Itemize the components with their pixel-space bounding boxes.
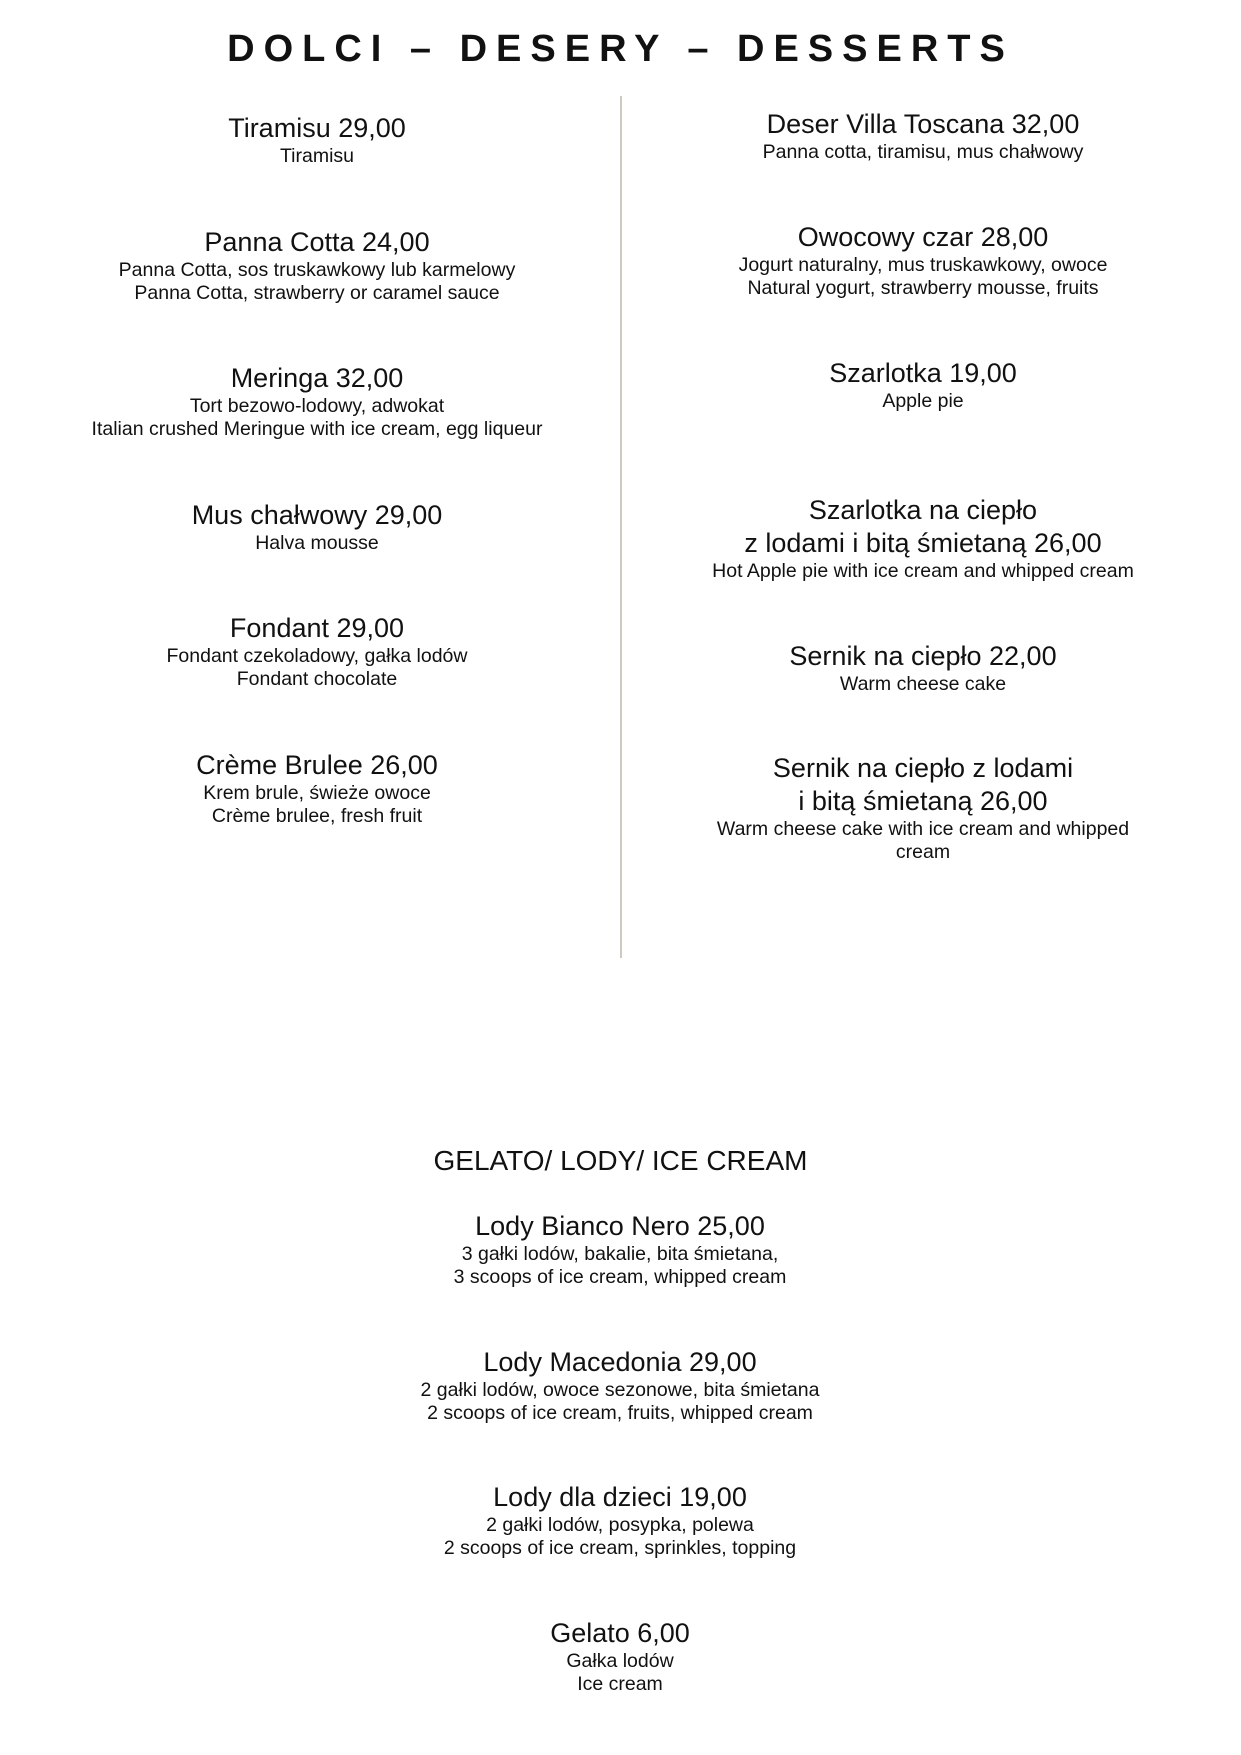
item-desc: Panna Cotta, sos truskawkowy lub karmelowy (118, 259, 516, 281)
menu-item-szarlotka-na-cieplo (622, 494, 1224, 583)
menu-item-szarlotka (622, 357, 1224, 413)
item-name: Deser Villa Toscana 32,00 (766, 109, 1080, 139)
item-desc: Jogurt naturalny, mus truskawkowy, owoce (738, 254, 1108, 276)
item-name: Sernik na ciepło z lodami i bitą śmietaną 26,00 (772, 753, 1074, 816)
item-desc: 3 scoops of ice cream, whipped cream (453, 1266, 787, 1288)
item-desc: 2 scoops of ice cream, fruits, whipped cream (427, 1402, 813, 1424)
item-desc: Gałka lodów (566, 1650, 674, 1672)
item-desc: Fondant chocolate (236, 668, 398, 690)
item-desc: Ice cream (577, 1673, 663, 1695)
menu-item-lody-macedonia (320, 1346, 920, 1425)
item-desc: Apple pie (882, 390, 964, 412)
menu-item-meringa (17, 362, 617, 441)
menu-item-deser-villa-toscana (622, 108, 1224, 164)
item-desc: Warm cheese cake (839, 673, 1007, 695)
item-name: Owocowy czar 28,00 (797, 222, 1049, 252)
item-name: Lody Bianco Nero 25,00 (475, 1211, 765, 1241)
menu-item-tiramisu (17, 112, 617, 168)
item-desc: 2 scoops of ice cream, sprinkles, topping (443, 1537, 797, 1559)
item-name: Tiramisu 29,00 (228, 113, 406, 143)
menu-title: DOLCI – DESERY – DESSERTS (227, 28, 1014, 70)
item-desc: Halva mousse (255, 532, 379, 554)
menu-item-fondant (17, 612, 617, 691)
item-desc: Panna Cotta, strawberry or caramel sauce (134, 282, 500, 304)
menu-item-owocowy-czar (622, 221, 1224, 300)
item-name: Lody Macedonia 29,00 (483, 1347, 757, 1377)
menu-item-mus-chalwowy (17, 499, 617, 555)
item-name: Panna Cotta 24,00 (204, 227, 430, 257)
item-desc: Fondant czekoladowy, gałka lodów (166, 645, 468, 667)
menu-item-lody-dla-dzieci (320, 1481, 920, 1560)
item-desc: 3 gałki lodów, bakalie, bita śmietana, (461, 1243, 779, 1265)
menu-item-creme-brulee (17, 749, 617, 828)
item-desc: Krem brule, świeże owoce (203, 782, 431, 804)
item-desc: Hot Apple pie with ice cream and whipped cream (712, 560, 1134, 582)
item-desc: cream (895, 841, 951, 863)
item-desc: Italian crushed Meringue with ice cream, egg liqueur (91, 418, 543, 440)
item-name: Crème Brulee 26,00 (196, 750, 438, 780)
menu-item-sernik-z-lodami (622, 752, 1224, 864)
item-name: Szarlotka na ciepło z lodami i bitą śmietaną 26,00 (744, 495, 1102, 558)
item-desc: Natural yogurt, strawberry mousse, fruits (747, 277, 1099, 299)
item-name: Gelato 6,00 (550, 1618, 690, 1648)
menu-item-lody-bianco-nero (320, 1210, 920, 1289)
item-name: Lody dla dzieci 19,00 (493, 1482, 747, 1512)
gelato-heading: GELATO/ LODY/ ICE CREAM (433, 1145, 808, 1176)
item-name: Szarlotka 19,00 (829, 358, 1017, 388)
item-desc: Tiramisu (279, 145, 355, 167)
item-desc: Panna cotta, tiramisu, mus chałwowy (762, 141, 1084, 163)
item-desc: 2 gałki lodów, owoce sezonowe, bita śmietana (420, 1379, 820, 1401)
item-desc: Warm cheese cake with ice cream and whipped (716, 818, 1130, 840)
item-name: Meringa 32,00 (230, 363, 404, 393)
item-desc: Crème brulee, fresh fruit (211, 805, 423, 827)
item-name: Sernik na ciepło 22,00 (789, 641, 1057, 671)
item-desc: Tort bezowo-lodowy, adwokat (189, 395, 445, 417)
menu-item-panna-cotta (17, 226, 617, 305)
item-name: Mus chałwowy 29,00 (191, 500, 443, 530)
item-desc: 2 gałki lodów, posypka, polewa (486, 1514, 754, 1536)
item-name: Fondant 29,00 (229, 613, 405, 643)
menu-item-gelato (320, 1617, 920, 1696)
menu-item-sernik-na-cieplo (622, 640, 1224, 696)
